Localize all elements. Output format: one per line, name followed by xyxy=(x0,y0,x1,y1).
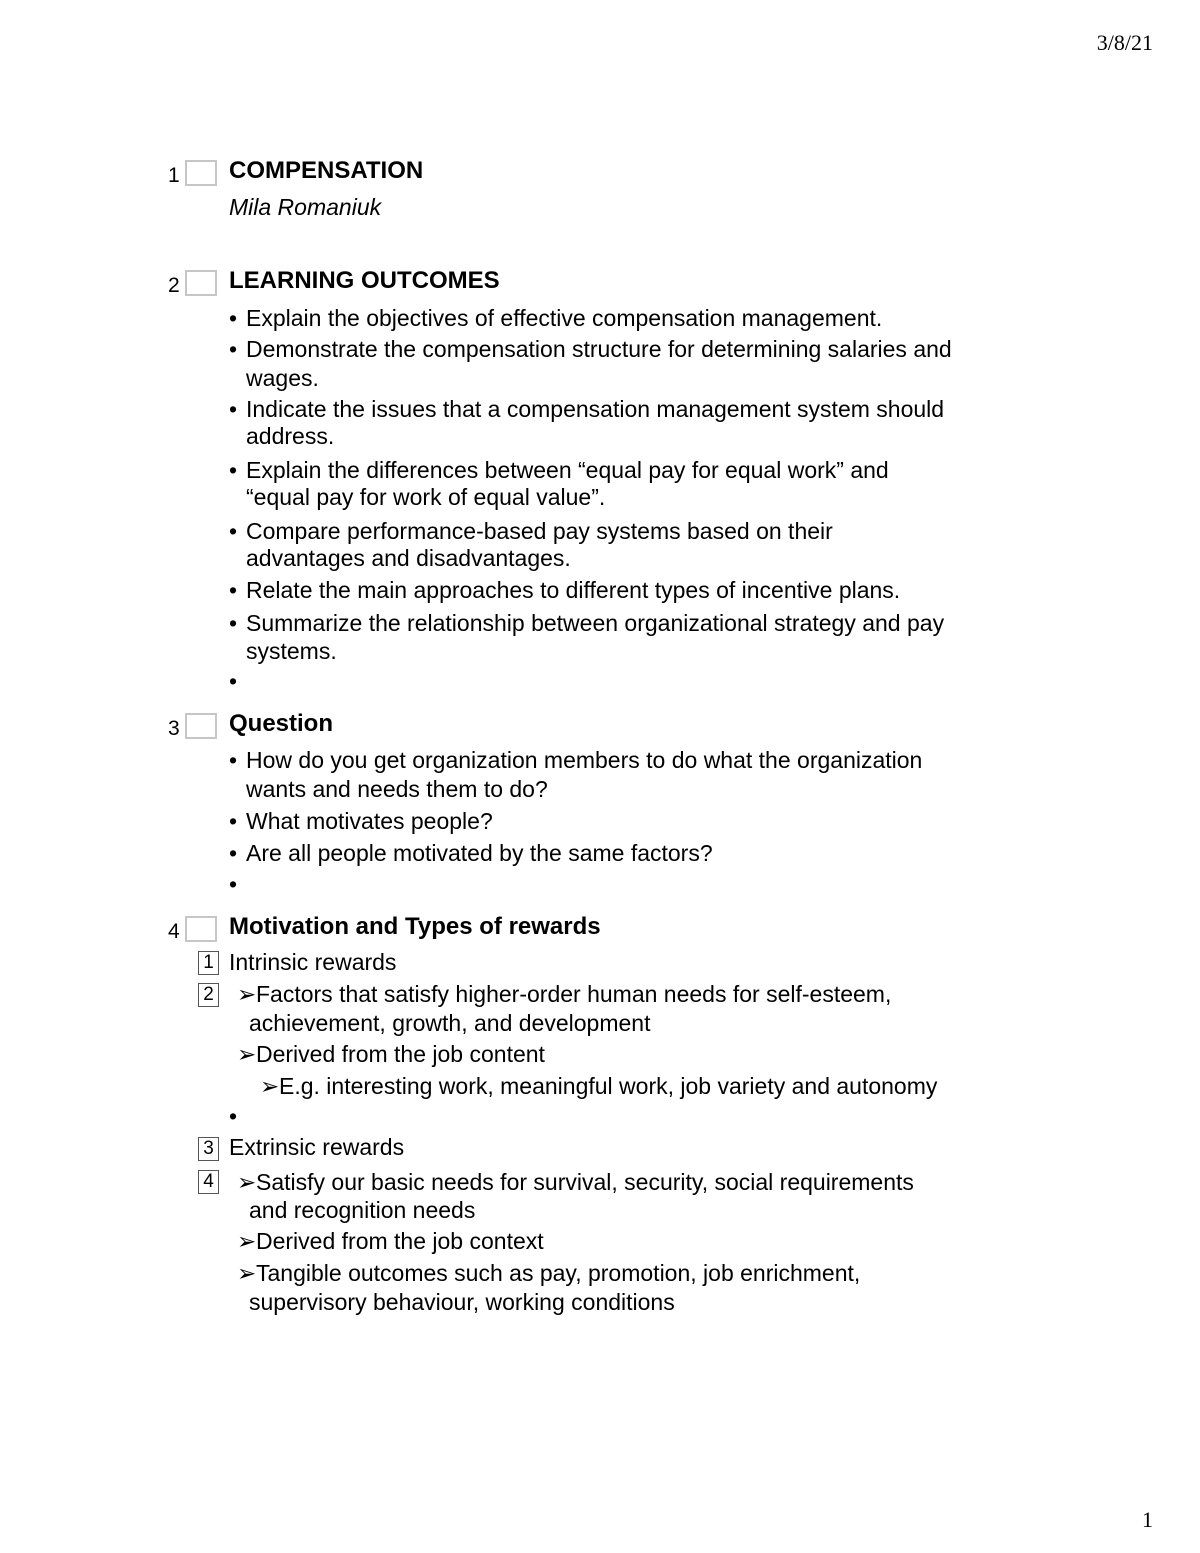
note-number: 2 xyxy=(198,983,219,1007)
slide-thumbnail[interactable] xyxy=(185,270,217,296)
slide-title: COMPENSATION xyxy=(229,157,424,184)
arrow-bullet-icon: ➢ xyxy=(237,1041,257,1067)
slide-title: Motivation and Types of rewards xyxy=(229,913,601,940)
slide-title: Question xyxy=(229,710,334,737)
arrow-bullet-icon: ➢ xyxy=(237,1228,257,1254)
page-date: 3/8/21 xyxy=(1096,30,1153,55)
arrow-item-continuation: achievement, growth, and development xyxy=(249,1010,651,1036)
slide-thumbnail[interactable] xyxy=(185,916,217,942)
slide-thumbnail[interactable] xyxy=(185,160,217,186)
arrow-item: ➢Satisfy our basic needs for survival, security, social requirements xyxy=(237,1169,914,1195)
empty-bullet: • xyxy=(229,1103,238,1129)
slide-title: LEARNING OUTCOMES xyxy=(229,267,500,294)
arrow-item: ➢E.g. interesting work, meaningful work, job variety and autonomy xyxy=(260,1073,938,1099)
slide-number: 3 xyxy=(168,717,180,740)
empty-bullet: • xyxy=(229,871,238,897)
arrow-bullet-icon: ➢ xyxy=(260,1073,280,1099)
empty-bullet: • xyxy=(229,668,238,694)
arrow-item-continuation: supervisory behaviour, working conditions xyxy=(249,1289,675,1315)
arrow-bullet-icon: ➢ xyxy=(237,981,257,1007)
arrow-item: ➢Factors that satisfy higher-order human needs for self-esteem, xyxy=(237,981,892,1007)
arrow-item: ➢Derived from the job context xyxy=(237,1228,544,1254)
arrow-item-continuation: and recognition needs xyxy=(249,1197,476,1223)
slide-number: 4 xyxy=(168,920,180,943)
section-heading: Extrinsic rewards xyxy=(229,1134,405,1160)
arrow-item: ➢Derived from the job content xyxy=(237,1041,545,1067)
slide-number: 2 xyxy=(168,274,180,297)
arrow-bullet-icon: ➢ xyxy=(237,1260,257,1286)
note-number: 3 xyxy=(198,1137,219,1161)
section-heading: Intrinsic rewards xyxy=(229,949,397,975)
slide-subtitle: Mila Romaniuk xyxy=(229,194,382,220)
arrow-item: ➢Tangible outcomes such as pay, promotion, job enrichment, xyxy=(237,1260,861,1286)
slide-thumbnail[interactable] xyxy=(185,713,217,739)
slide-number: 1 xyxy=(168,164,180,187)
note-number: 1 xyxy=(198,951,219,975)
page-number: 1 xyxy=(1142,1507,1153,1532)
arrow-bullet-icon: ➢ xyxy=(237,1169,257,1195)
note-number: 4 xyxy=(198,1170,219,1194)
